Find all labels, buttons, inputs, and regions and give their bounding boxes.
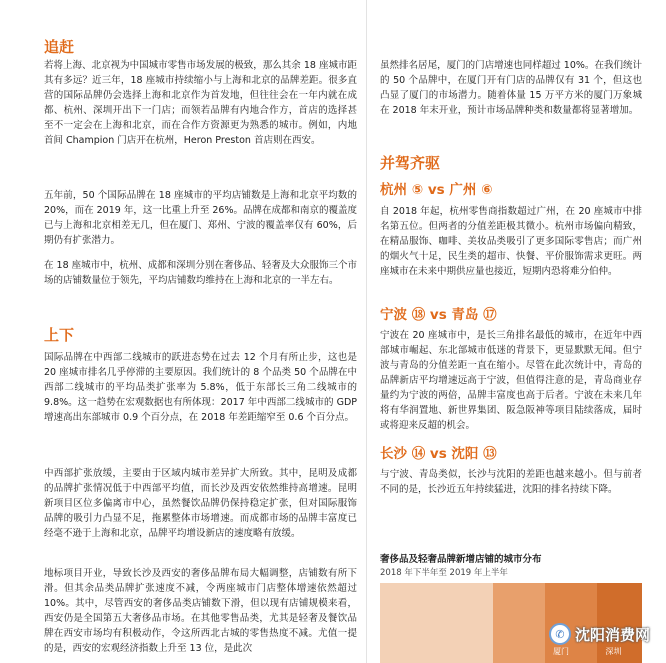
chart-title: 奢侈品及轻奢品牌新增店铺的城市分布: [380, 554, 542, 565]
chart-segment-label: 厦门: [553, 647, 570, 656]
paragraph: 与宁波、青岛类似，长沙与沈阳的差距也越来越小。但与前者不同的是，长沙近五年持续猛进，沈阳的排名持续下降。: [380, 469, 642, 495]
comparison-heading-hangzhou-guangzhou: 杭州 ⑤ vs 广州 ⑥: [380, 182, 493, 198]
chart-segment-label: 深圳: [605, 647, 622, 656]
chart-subtitle: 2018 年下半年至 2019 年上半年: [380, 568, 508, 578]
wechat-icon: ✆: [549, 623, 571, 645]
paragraph: 宁波在 20 座城市中，是长三角排名最低的城市，在近年中西部城市崛起、东北部城市低迷的背景下，更显默默无闻。但宁波与青岛的分值差距一直在缩小。尽管在此次统计中，青岛的品牌新店平均增速远高于宁波，但值得注意的是，青岛商业存量约为宁波的两倍，品牌丰富度也高于后者。宁波在未来几年将有华润置地、新世界集团、阪急阪神等项目陆续落成，届时或将迎来反超的机会。: [380, 330, 642, 431]
paragraph: 地标项目开业，导致长沙及西安的奢侈品牌布局大幅调整，店铺数有所下滑。但其余品类品牌扩张速度不减，令两座城市门店整体增速依然超过 10%。其中，尽管西安的奢侈品类店铺数下滑，但以现有店铺规模来看，西安仍是全国第五大奢侈品市场。在其他零售品类，尤其是轻奢及餐饮品牌在西安市场均有积极动作，令这所西北古城的零售热度不减。尤值一提的是，西安的宏观经济指数上升至 13 位，是此次: [44, 568, 357, 654]
section-heading-ups-downs: 上下: [44, 326, 75, 344]
paragraph: 若将上海、北京视为中国城市零售市场发展的极致，那么其余 18 座城市距其有多远？近三年，18 座城市持续缩小与上海和北京的品牌差距。很多直营的国际品牌仍会选择上海和北京作为首发地，但往往会在一年内就在成都、杭州、深圳开出下一门店；而领若品牌有内地合作方，首店的选择甚至不一定会在上海和北京，而在合作方资源更为熟悉的城市。例如，内地首间 Champion 门店开在杭州，Heron Preston 首店则在西安。: [44, 60, 357, 146]
paragraph: 虽然排名居尾，厦门的门店增速也同样超过 10%。在我们统计的 50 个品牌中，在厦门开有门店的品牌仅有 31 个，但这也凸显了厦门的市场潜力。随着体量 15 万平方米的厦门万象城在 2018 年末开业，预计市场品牌种类和数量都将显著增加。: [380, 60, 642, 116]
paragraph: 中西部扩张放缓，主要由于区域内城市差异扩大所致。其中，昆明及成都的品牌扩张情况低于中西部平均值，而长沙及西安依然维持高增速。昆明新项目区位多偏离市中心，虽然餐饮品牌仍保持稳定扩张，但对国际服饰品牌的吸引力凸显不足，拖累整体市场增速。而成都市场的品牌丰富度已经毫不逊于上海和北京，品牌平均增设新店的速度略有放缓。: [44, 468, 357, 539]
paragraph: 自 2018 年起，杭州零售商指数超过广州，在 20 座城市中排名第五位。但两者的分值差距极其微小。杭州市场偏向精致，在精品服饰、咖啡、美妆品类吸引了更多国际零售店；而广州的烟火气十足，民生类的超市、快餐、平价服饰需求更旺。两座城市在未来中期供应量也接近，短期内恐将难分伯仲。: [380, 206, 642, 277]
watermark-text: 沈阳消费网: [574, 625, 650, 644]
watermark: [549, 623, 650, 645]
section-heading-catch-up: 追赶: [44, 38, 75, 56]
comparison-heading-ningbo-qingdao: 宁波 ⑱ vs 青岛 ⑰: [380, 307, 497, 323]
section-heading-neck-and-neck: 并驾齐驱: [380, 154, 441, 172]
paragraph: 国际品牌在中西部二线城市的跃进态势在过去 12 个月有所止步，这也是 20 座城市排名几乎停滞的主要原因。我们统计的 8 个品类 50 个品牌在中西部二线城市的平均品类扩张率为 5.8%，低于东部长三角二线城市的 9.8%。这一趋势在宏观数据也有所体现：2017 年中西部二线城市的 GDP 增速高出东部城市 0.9 个百分点，在 2018 年差距缩窄至 0.6 个百分点。: [44, 352, 357, 423]
chart-segment: [493, 583, 545, 663]
comparison-heading-changsha-shenyang: 长沙 ⑭ vs 沈阳 ⑬: [380, 446, 497, 462]
column-divider: [366, 0, 367, 663]
chart-segment: [380, 583, 493, 663]
paragraph: 在 18 座城市中，杭州、成都和深圳分别在奢侈品、轻奢及大众服饰三个市场的店铺数量位于领先，平均店铺数均维持在上海和北京的一半左右。: [44, 260, 357, 286]
paragraph: 五年前，50 个国际品牌在 18 座城市的平均店铺数是上海和北京平均数的 20%，而在 2019 年，这一比重上升至 26%。品牌在成都和南京的覆盖度已与上海和北京相差无几，但在厦门、郑州、宁波的覆盖率仅有 60%，后期仍有扩张潜力。: [44, 190, 357, 246]
